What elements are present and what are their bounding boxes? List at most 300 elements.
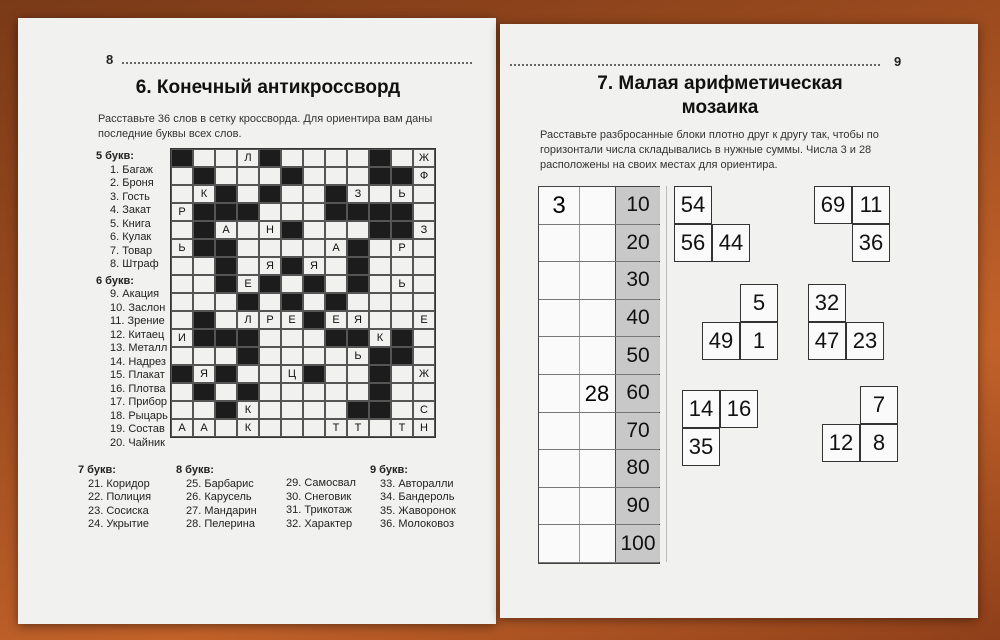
crossword-cell[interactable] [369,275,391,293]
crossword-cell[interactable] [281,149,303,167]
crossword-block-cell [369,347,391,365]
sum-slot[interactable] [579,525,616,562]
block-cell[interactable]: 44 [712,224,750,262]
crossword-cell[interactable] [413,329,435,347]
word-item: 19. Состав [110,423,165,435]
word-item: 28. Пелерина [186,518,255,530]
crossword-block-cell [193,167,215,185]
crossword-cell[interactable] [193,401,215,419]
crossword-cell[interactable] [325,257,347,275]
word-item: 18. Рыцарь [110,409,168,422]
fixed-number-3: 3 [552,192,566,219]
crossword-cell[interactable]: К [369,329,391,347]
crossword-block-cell [237,293,259,311]
row-sum-value: 60 [615,375,660,412]
crossword-block-cell [259,185,281,203]
intro-text: Расставьте разбросанные блоки плотно друг к другу так, чтобы по горизонтали числа складывались в нужные суммы. Числа 3 и 28 расположены на своих местах для ориентира. [540,129,879,171]
sum-slot[interactable] [579,413,616,450]
crossword-block-cell [347,401,369,419]
crossword-cell[interactable]: И [171,329,193,347]
crossword-cell[interactable] [259,329,281,347]
row-sum-value: 100 [615,525,660,562]
page-title-line-1: 7. Малая арифметическая [597,73,843,94]
sum-slot[interactable] [539,262,580,299]
crossword-cell[interactable]: Ь [391,185,413,203]
crossword-cell[interactable] [171,167,193,185]
block-cell[interactable]: 54 [674,186,712,224]
word-item: 7. Товар [110,244,153,257]
crossword-block-cell [193,203,215,221]
word-group-8 [176,478,266,532]
crossword-cell[interactable]: Я [303,257,325,275]
crossword-cell[interactable] [259,401,281,419]
block-cell[interactable]: 11 [852,186,890,224]
crossword-cell[interactable] [237,257,259,275]
sum-grid [538,186,660,564]
crossword-block-cell [391,329,413,347]
crossword-cell[interactable] [193,275,215,293]
crossword-cell[interactable] [171,401,193,419]
crossword-block-cell [347,275,369,293]
crossword-block-cell [281,293,303,311]
crossword-cell[interactable]: Л [237,149,259,167]
sum-slot[interactable] [539,525,580,562]
crossword-block-cell [171,149,193,167]
word-item: 22. Полиция [88,491,152,503]
crossword-cell[interactable] [325,383,347,401]
sum-slot[interactable] [579,225,616,262]
crossword-cell[interactable] [281,383,303,401]
row-sum-value: 90 [615,488,660,525]
block-cell[interactable]: 35 [682,428,720,466]
crossword-block-cell [369,167,391,185]
crossword-cell[interactable] [325,275,347,293]
word-group-8-cont [276,477,366,531]
crossword-cell[interactable] [215,419,237,437]
crossword-cell[interactable] [193,347,215,365]
crossword-cell[interactable] [325,221,347,239]
sum-slot[interactable] [579,187,616,224]
crossword-cell[interactable] [413,293,435,311]
crossword-cell[interactable] [391,149,413,167]
word-item: 34. Бандероль [380,491,455,503]
word-item: 6. Кулак [110,231,152,243]
crossword-block-cell [303,365,325,383]
crossword-cell[interactable] [303,167,325,185]
crossword-cell[interactable] [303,293,325,311]
crossword-cell[interactable] [413,239,435,257]
crossword-cell[interactable]: К [193,185,215,203]
word-item: 11. Зрение [110,315,165,327]
crossword-cell[interactable] [259,293,281,311]
crossword-cell[interactable] [259,239,281,257]
crossword-cell[interactable] [303,239,325,257]
sum-slot[interactable] [579,450,616,487]
left-page [18,18,496,624]
sum-row [539,300,659,338]
word-item: 3. Гость [110,190,150,203]
block-cell[interactable]: 49 [702,322,740,360]
crossword-cell[interactable] [325,167,347,185]
block-cell[interactable]: 56 [674,224,712,262]
crossword-block-cell [193,311,215,329]
sum-slot[interactable] [539,450,580,487]
crossword-block-cell [215,185,237,203]
word-item: 21. Коридор [88,477,150,490]
block-cell[interactable]: 69 [814,186,852,224]
crossword-cell[interactable] [391,365,413,383]
crossword-cell[interactable] [237,239,259,257]
crossword-cell[interactable] [171,257,193,275]
crossword-cell[interactable] [215,347,237,365]
sum-row [539,225,659,263]
sum-slot[interactable] [539,413,580,450]
crossword-block-cell [171,365,193,383]
crossword-block-cell [259,275,281,293]
crossword-block-cell [193,383,215,401]
crossword-cell[interactable] [281,275,303,293]
crossword-cell[interactable] [325,149,347,167]
word-item: 15. Плакат [110,369,165,381]
crossword-block-cell [215,239,237,257]
word-item: 4. Закат [110,204,151,216]
sum-row [539,525,659,563]
crossword-cell[interactable] [303,347,325,365]
row-sum-value: 80 [615,450,660,487]
crossword-cell[interactable] [391,401,413,419]
crossword-cell[interactable] [391,383,413,401]
crossword-block-cell [215,365,237,383]
crossword-cell[interactable] [215,383,237,401]
crossword-cell[interactable] [303,221,325,239]
crossword-block-cell [325,293,347,311]
crossword-cell[interactable] [325,365,347,383]
crossword-cell[interactable]: Я [259,257,281,275]
sum-slot[interactable] [539,375,580,412]
crossword-cell[interactable] [281,203,303,221]
crossword-cell[interactable] [347,293,369,311]
row-sum-value: 20 [615,225,660,262]
crossword-block-cell [281,167,303,185]
crossword-block-cell [347,257,369,275]
word-item: 30. Снеговик [286,490,352,503]
crossword-block-cell [215,257,237,275]
sum-slot[interactable] [539,488,580,525]
sum-slot[interactable] [539,337,580,374]
crossword-block-cell [237,203,259,221]
crossword-cell[interactable] [281,185,303,203]
crossword-cell[interactable]: Л [237,311,259,329]
crossword-cell[interactable] [303,383,325,401]
word-group-heading: 5 букв: [96,150,134,162]
crossword-block-cell [391,221,413,239]
word-group-heading: 6 букв: [96,274,134,287]
crossword-cell[interactable]: Я [193,365,215,383]
crossword-block-cell [325,329,347,347]
crossword-block-cell [369,383,391,401]
crossword-cell[interactable] [303,203,325,221]
block-cell[interactable]: 47 [808,322,846,360]
crossword-block-cell [237,347,259,365]
sum-slot[interactable] [579,300,616,337]
crossword-block-cell [237,329,259,347]
crossword-block-cell [369,365,391,383]
crossword-cell[interactable] [325,401,347,419]
crossword-block-cell [347,203,369,221]
word-list-9 [370,464,480,532]
word-item: 9. Акация [110,288,160,300]
crossword-cell[interactable] [369,293,391,311]
row-sum-value: 10 [615,187,660,224]
crossword-cell[interactable] [259,203,281,221]
block-cell[interactable]: 7 [860,386,898,424]
crossword-cell[interactable]: Я [347,311,369,329]
crossword-cell[interactable]: Ь [347,347,369,365]
block-cell[interactable]: 14 [682,390,720,428]
page-number: 9 [894,54,902,69]
crossword-cell[interactable] [171,347,193,365]
crossword-block-cell [347,329,369,347]
row-sum-value: 50 [615,337,660,374]
crossword-cell[interactable] [237,185,259,203]
crossword-cell[interactable]: Н [413,419,435,437]
crossword-cell[interactable]: Е [237,275,259,293]
crossword-cell[interactable] [193,149,215,167]
crossword-block-cell [215,401,237,419]
crossword-block-cell [193,329,215,347]
crossword-cell[interactable] [391,257,413,275]
crossword-cell[interactable] [281,329,303,347]
sum-row [539,450,659,488]
word-item: 31. Трикотаж [286,504,352,516]
crossword-cell[interactable] [303,419,325,437]
crossword-block-cell [369,221,391,239]
crossword-cell[interactable] [193,257,215,275]
crossword-cell[interactable]: Р [171,203,193,221]
crossword-cell[interactable] [303,185,325,203]
block-cell[interactable]: 1 [740,322,778,360]
crossword-cell[interactable]: З [413,221,435,239]
crossword-cell[interactable] [413,203,435,221]
crossword-block-cell [325,185,347,203]
crossword-cell[interactable] [325,347,347,365]
crossword-block-cell [391,347,413,365]
crossword-block-cell [215,329,237,347]
page-title-line-2: мозаика [681,97,759,118]
crossword-cell[interactable] [171,221,193,239]
crossword-cell[interactable] [413,347,435,365]
crossword-cell[interactable]: Т [347,419,369,437]
crossword-cell[interactable]: К [237,419,259,437]
crossword-cell[interactable] [171,293,193,311]
crossword-grid [170,148,436,438]
block-cell[interactable]: 23 [846,322,884,360]
sum-slot[interactable] [539,225,580,262]
word-list-7 [78,464,168,532]
page-title: 6. Конечный антикроссворд [135,77,401,98]
crossword-cell[interactable] [303,401,325,419]
crossword-block-cell [237,383,259,401]
crossword-block-cell [259,149,281,167]
header-rule [510,64,880,66]
crossword-cell[interactable] [215,149,237,167]
row-sum-value: 40 [615,300,660,337]
word-group-heading: 8 букв: [176,464,214,476]
word-item: 24. Укрытие [88,518,149,530]
crossword-cell[interactable] [281,347,303,365]
crossword-cell[interactable] [391,311,413,329]
crossword-cell[interactable] [237,167,259,185]
row-sum-value: 70 [615,413,660,450]
crossword-cell[interactable]: Т [391,419,413,437]
crossword-cell[interactable] [303,329,325,347]
word-item: 1. Багаж [110,163,153,176]
word-group-7 [78,478,168,532]
sum-slot[interactable] [579,262,616,299]
block-cell[interactable]: 36 [852,224,890,262]
crossword-cell[interactable] [281,419,303,437]
word-list-8b [276,477,366,531]
crossword-cell[interactable] [259,347,281,365]
block-cell[interactable]: 8 [860,424,898,462]
crossword-cell[interactable] [259,167,281,185]
crossword-cell[interactable] [413,275,435,293]
block-cell[interactable]: 5 [740,284,778,322]
crossword-block-cell [215,203,237,221]
sum-row [539,337,659,375]
crossword-cell[interactable] [347,167,369,185]
word-item: 2. Броня [110,177,154,189]
sum-slot[interactable] [579,337,616,374]
word-item: 25. Барбарис [186,477,254,490]
word-item: 5. Книга [110,217,151,230]
crossword-cell[interactable] [413,185,435,203]
crossword-cell[interactable] [369,419,391,437]
word-item: 8. Штраф [110,258,159,270]
crossword-cell[interactable] [303,149,325,167]
crossword-block-cell [215,275,237,293]
crossword-cell[interactable] [369,311,391,329]
word-item: 13. Металл [110,342,168,354]
crossword-block-cell [303,311,325,329]
crossword-block-cell [347,239,369,257]
crossword-cell[interactable] [369,185,391,203]
crossword-block-cell [369,149,391,167]
sum-slot[interactable] [539,300,580,337]
crossword-cell[interactable] [259,419,281,437]
crossword-cell[interactable]: А [325,239,347,257]
crossword-cell[interactable]: Р [259,311,281,329]
block-cell[interactable]: 16 [720,390,758,428]
crossword-cell[interactable]: Р [391,239,413,257]
crossword-cell[interactable] [347,149,369,167]
crossword-cell[interactable] [281,401,303,419]
word-item: 12. Китаец [110,328,165,341]
word-list-8 [176,464,266,532]
word-item: 10. Заслон [110,301,166,314]
crossword-cell[interactable] [215,293,237,311]
crossword-cell[interactable] [369,257,391,275]
word-group-heading: 9 букв: [370,464,408,476]
crossword-cell[interactable]: Е [325,311,347,329]
crossword-block-cell [193,239,215,257]
crossword-cell[interactable] [281,239,303,257]
crossword-cell[interactable] [215,167,237,185]
crossword-cell[interactable] [237,365,259,383]
crossword-block-cell [369,401,391,419]
crossword-cell[interactable] [259,365,281,383]
word-item: 17. Прибор [110,396,168,408]
header-rule [122,62,472,64]
crossword-cell[interactable] [215,311,237,329]
word-item: 33. Авторалли [380,477,454,490]
crossword-block-cell [369,203,391,221]
crossword-cell[interactable]: А [215,221,237,239]
block-cell[interactable]: 12 [822,424,860,462]
crossword-cell[interactable]: Ф [413,167,435,185]
sum-row [539,262,659,300]
crossword-cell[interactable]: Ц [281,365,303,383]
crossword-cell[interactable]: Ж [413,149,435,167]
word-item: 32. Характер [286,517,353,530]
crossword-cell[interactable] [193,293,215,311]
word-item: 23. Сосиска [88,504,149,517]
crossword-cell[interactable] [413,383,435,401]
word-group-heading: 7 букв: [78,464,116,476]
word-group-9 [370,478,480,532]
crossword-cell[interactable] [347,383,369,401]
word-item: 16. Плотва [110,382,166,395]
fixed-number-28: 28 [584,381,610,406]
crossword-cell[interactable] [171,185,193,203]
crossword-cell[interactable]: Ь [171,239,193,257]
crossword-cell[interactable]: Н [259,221,281,239]
word-item: 29. Самосвал [286,477,356,489]
crossword-cell[interactable] [237,221,259,239]
crossword-cell[interactable] [413,257,435,275]
crossword-cell[interactable]: Ж [413,365,435,383]
right-page [500,24,978,618]
crossword-cell[interactable]: З [347,185,369,203]
sum-slot[interactable] [579,488,616,525]
crossword-cell[interactable] [171,383,193,401]
crossword-cell[interactable] [171,275,193,293]
crossword-cell[interactable] [259,383,281,401]
crossword-block-cell [325,203,347,221]
crossword-cell[interactable] [347,365,369,383]
crossword-block-cell [193,221,215,239]
word-item: 27. Мандарин [186,504,257,517]
crossword-cell[interactable]: С [413,401,435,419]
page-number: 8 [106,52,114,67]
block-cell[interactable]: 32 [808,284,846,322]
crossword-cell[interactable] [171,311,193,329]
crossword-cell[interactable]: Т [325,419,347,437]
crossword-cell[interactable]: К [237,401,259,419]
crossword-cell[interactable]: А [171,419,193,437]
crossword-cell[interactable] [347,221,369,239]
crossword-cell[interactable] [369,239,391,257]
crossword-cell[interactable] [391,293,413,311]
crossword-block-cell [281,221,303,239]
crossword-cell[interactable]: Е [413,311,435,329]
crossword-cell[interactable]: Ь [391,275,413,293]
crossword-cell[interactable]: А [193,419,215,437]
intro-text: Расставьте 36 слов в сетку кроссворда. Для ориентира вам даны последние буквы всех слов. [98,113,433,140]
word-item: 36. Молоковоз [380,518,454,530]
word-item: 35. Жаворонок [380,504,456,517]
crossword-cell[interactable]: Е [281,311,303,329]
